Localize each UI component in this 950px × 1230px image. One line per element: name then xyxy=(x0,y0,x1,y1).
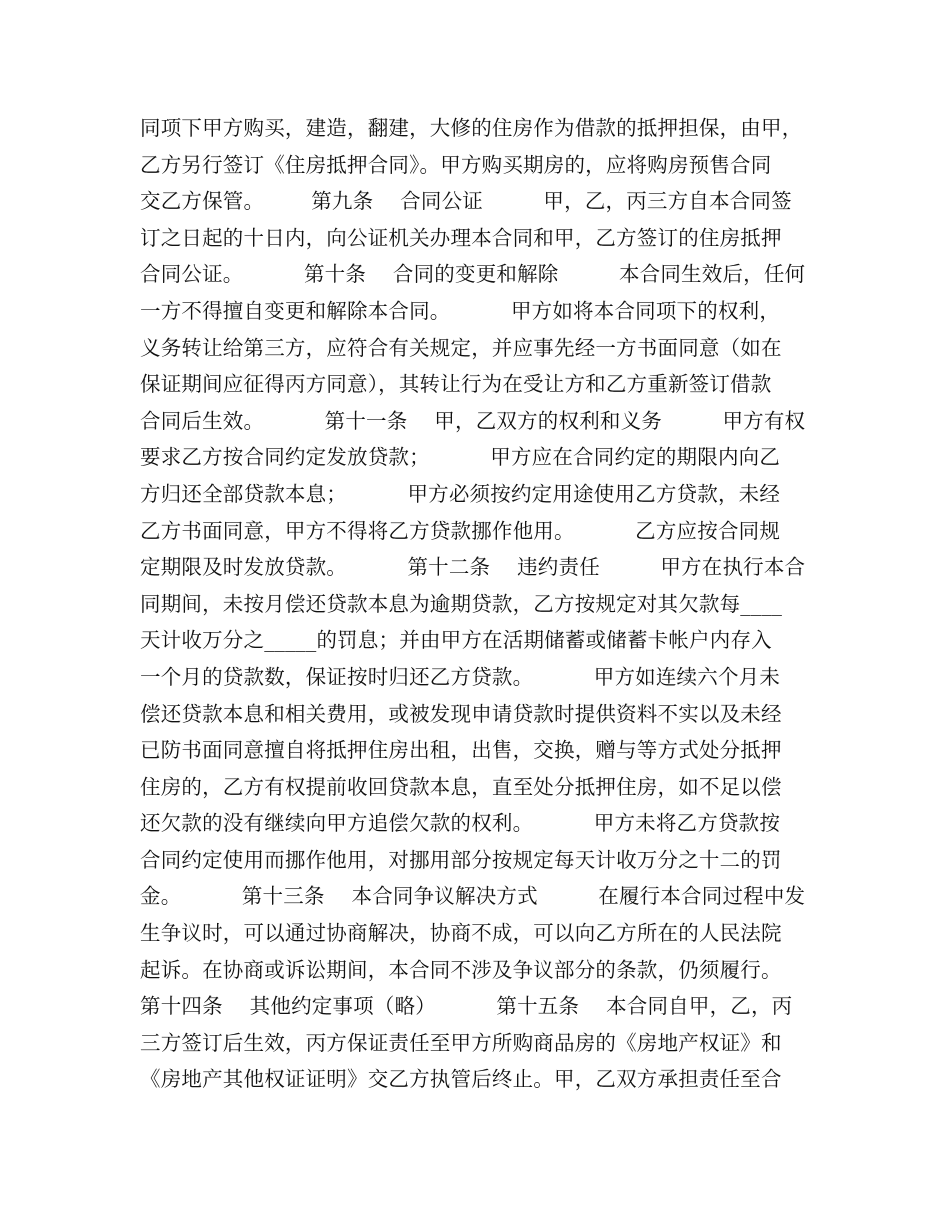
text-line: 订之日起的十日内，向公证机关办理本合同和甲，乙方签订的住房抵押 xyxy=(140,225,782,250)
text-line: 还欠款的没有继续向甲方追偿欠款的权利。 甲方未将乙方贷款按 xyxy=(140,811,781,836)
contract-body-text xyxy=(140,110,830,1098)
text-line: 一个月的贷款数，保证按时归还乙方贷款。 甲方如连续六个月未 xyxy=(140,664,781,689)
text-line: 交乙方保管。 第九条 合同公证 甲，乙，丙三方自本合同签 xyxy=(140,189,792,214)
text-line: 已防书面同意擅自将抵押住房出租，出售，交换，赠与等方式处分抵押 xyxy=(140,738,782,763)
text-line: 一方不得擅自变更和解除本合同。 甲方如将本合同项下的权利， xyxy=(140,298,781,323)
text-line: 义务转让给第三方，应符合有关规定，并应事先经一方书面同意（如在 xyxy=(140,335,782,360)
text-line: 天计收万分之_____的罚息；并由甲方在活期储蓄或储蓄卡帐户内存入 xyxy=(140,628,772,653)
text-line: 同项下甲方购买，建造，翻建，大修的住房作为借款的抵押担保，由甲， xyxy=(140,116,803,140)
text-line: 要求乙方按合同约定发放贷款； 甲方应在合同约定的期限内向乙 xyxy=(140,445,781,470)
text-line: 偿还贷款本息和相关费用，或被发现申请贷款时提供资料不实以及未经 xyxy=(140,701,782,726)
text-line: 三方签订后生效，丙方保证责任至甲方所购商品房的《房地产权证》和 xyxy=(140,1030,782,1055)
text-line: 定期限及时发放贷款。 第十二条 违约责任 甲方在执行本合 xyxy=(140,555,806,580)
text-line: 生争议时，可以通过协商解决，协商不成，可以向乙方所在的人民法院 xyxy=(140,921,782,946)
text-line: 合同约定使用而挪作他用，对挪用部分按规定每天计收万分之十二的罚 xyxy=(140,847,782,872)
text-line: 金。 第十三条 本合同争议解决方式 在履行本合同过程中发 xyxy=(140,884,806,909)
text-line: 起诉。在协商或诉讼期间，本合同不涉及争议部分的条款，仍须履行。 xyxy=(140,957,782,982)
text-line: 同期间，未按月偿还贷款本息为逾期贷款，乙方按规定对其欠款每____ xyxy=(140,591,783,616)
text-line: 住房的，乙方有权提前收回贷款本息，直至处分抵押住房，如不足以偿 xyxy=(140,774,782,799)
text-line: 方归还全部贷款本息； 甲方必须按约定用途使用乙方贷款，未经 xyxy=(140,481,781,506)
text-line: 《房地产其他权证证明》交乙方执管后终止。甲，乙双方承担责任至合 xyxy=(140,1067,782,1092)
text-line: 乙方书面同意，甲方不得将乙方贷款挪作他用。 乙方应按合同规 xyxy=(140,518,781,543)
text-line: 合同公证。 第十条 合同的变更和解除 本合同生效后，任何 xyxy=(140,262,806,287)
text-line: 乙方另行签订《住房抵押合同》。甲方购买期房的，应将购房预售合同 xyxy=(140,152,772,177)
text-line: 第十四条 其他约定事项（略） 第十五条 本合同自甲，乙，丙 xyxy=(140,994,793,1019)
text-line: 合同后生效。 第十一条 甲，乙双方的权利和义务 甲方有权 xyxy=(140,408,806,433)
text-line: 保证期间应征得丙方同意），其转让行为在受让方和乙方重新签订借款 xyxy=(140,372,772,397)
